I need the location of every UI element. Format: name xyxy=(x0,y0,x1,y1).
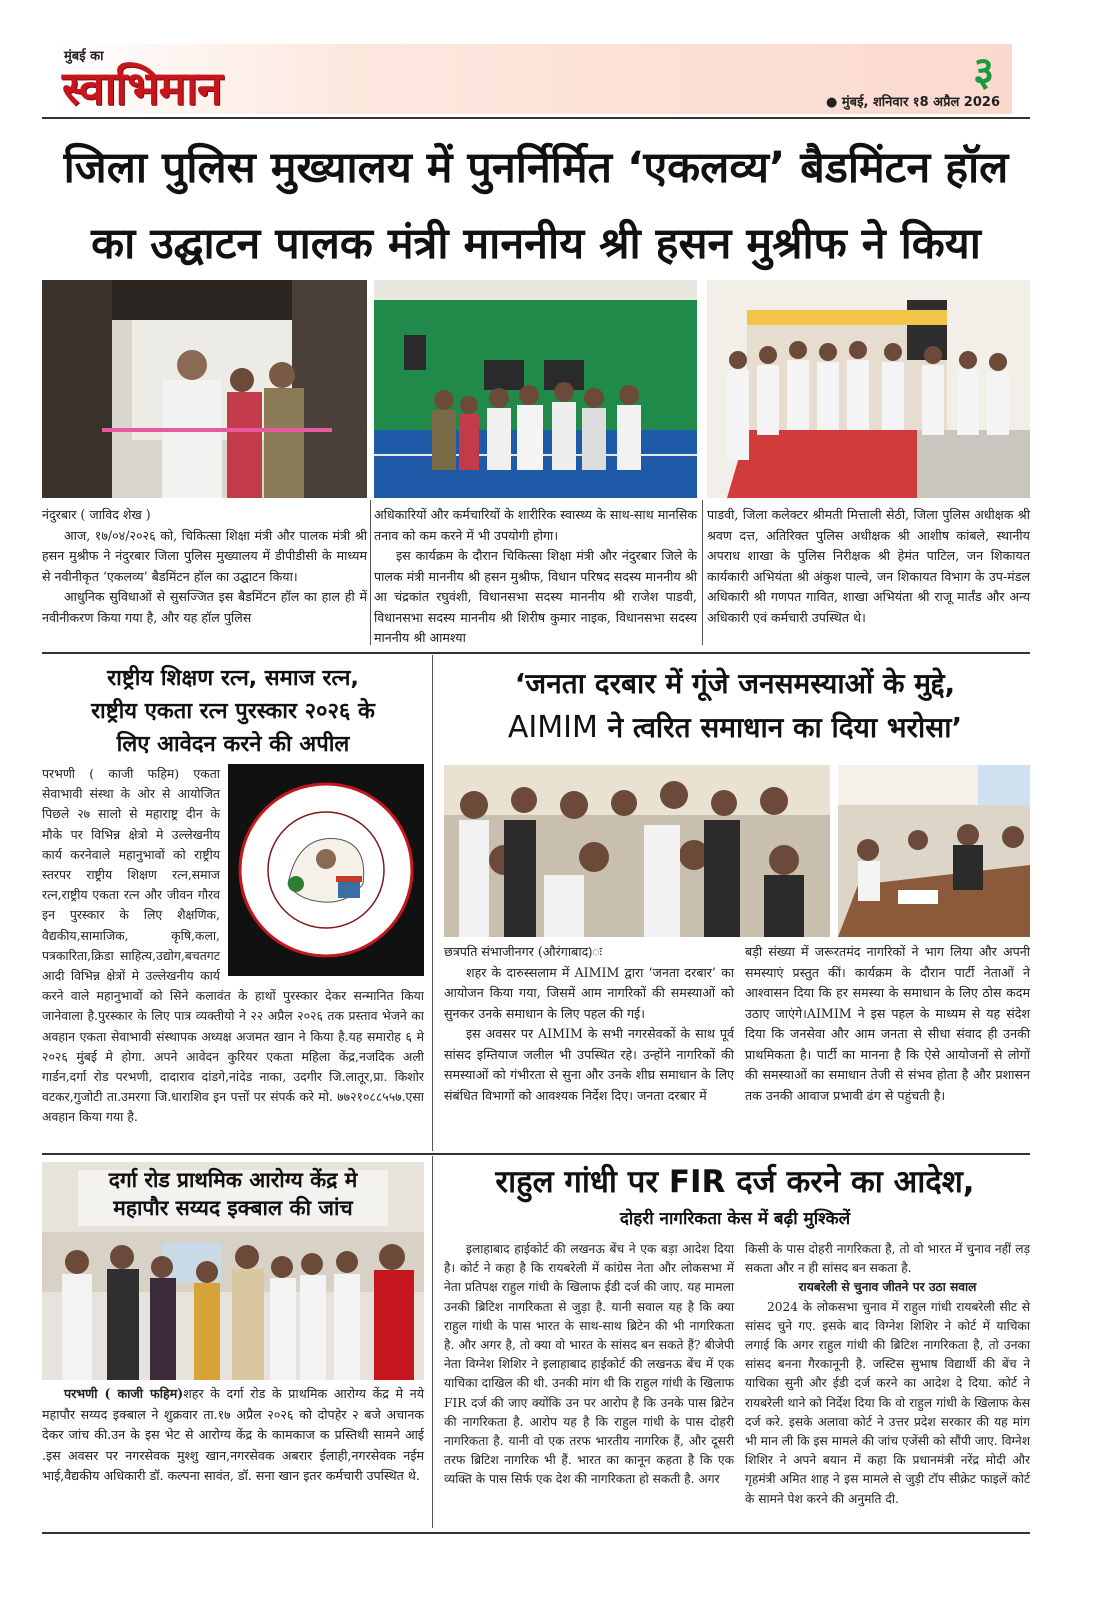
photo-dargah-health-centre xyxy=(42,1162,424,1380)
photo-dignitaries-steps xyxy=(707,280,1030,498)
rahul-column-1 xyxy=(444,1240,734,1525)
ekta-sanstha-logo xyxy=(228,764,424,976)
darbar-paragraph: शहर के दारुस्सलाम में AIMIM द्वारा ‘जनता दरबार’ का आयोजन किया गया, जिसमें आम नागरिकों की समस्याओं को सुनकर उनके समाधान के लिए पहल की गई। xyxy=(444,964,734,1021)
lead-column-3 xyxy=(707,505,1030,643)
lead-column-2 xyxy=(374,505,697,643)
darbar-column-1 xyxy=(444,942,734,1152)
lead-dateline: नंदुरबार ( जाविद शेख ) xyxy=(42,507,151,522)
darbar-paragraph: बड़ी संख्या में जरूरतमंद नागरिकों ने भाग लिया और अपनी समस्याएं प्रस्तुत कीं। कार्यक्रम के दौरान पार्टी नेताओं ने आश्वासन दिया कि हर समस्या के समाधान के लिए ठोस कदम उठाए जाएंगे।AIMIM ने इस पहल के माध्यम से यह संदेश दिया कि जनसेवा और आम जनता से सीधा संवाद ही उनकी प्राथमिकता है। पार्टी का मानना है कि ऐसे आयोजनों से लोगों की समस्याओं का समाधान तेजी से संभव होता है और प्रशासन तक उनकी आवाज प्रभावी ढंग से पहुंचती है। xyxy=(745,944,1030,1103)
rahul-headline: राहुल गांधी पर FIR दर्ज करने का आदेश, xyxy=(495,1164,975,1200)
darbar-dateline: छत्रपति संभाजीनगर (औरंगाबाद)ः xyxy=(444,944,603,959)
rahul-subhead: दोहरी नागरिकता केस में बढ़ी मुश्किलें xyxy=(619,1209,851,1229)
rahul-column-2 xyxy=(745,1240,1030,1525)
darbar-paragraph: इस अवसर पर AIMIM के सभी नगरसेवकों के साथ पूर्व सांसद इम्तियाज जलील भी उपस्थित रहे। उन्होंने नागरिकों की समस्याओं को गंभीरता से सुना और उनके शीघ्र समाधान के लिए संबंधित विभागों को आवश्यक निर्देश दिए। जनता दरबार में xyxy=(444,1026,734,1103)
masthead-kicker: मुंबई का xyxy=(64,49,104,64)
dargah-headline-overlay xyxy=(42,1166,424,1222)
photo-janata-darbar-crowd xyxy=(444,765,830,937)
lead-paragraph: आज, १७/०४/२०२६ को, चिकित्सा शिक्षा मंत्री और पालक मंत्री श्री हसन मुश्रीफ ने नंदुरबार जिला पुलिस मुख्यालय में डीपीडीसी के माध्यम से नवीनीकृत ‘एकलव्य’ बैडमिंटन हॉल का उद्घाटन किया। xyxy=(42,527,367,584)
darbar-headline xyxy=(440,662,1030,750)
photo-badminton-court xyxy=(374,280,697,498)
darbar-headline-line2 xyxy=(440,706,1030,750)
column-divider xyxy=(432,1156,433,1528)
lead-paragraph: इस कार्यक्रम के दौरान चिकित्सा शिक्षा मंत्री और नंदुरबार जिले के पालक मंत्री माननीय श्री हसन मुश्रीफ, विधान परिषद सदस्य माननीय श्री आ चंद्रकांत रघुवंशी, विधानसभा सदस्य माननीय श्री राजेश पाडवी, विधानसभा सदस्य माननीय श्री शिरीष कुमार नाइक, विधानसभा सदस्य माननीय श्री आमश्या xyxy=(374,548,697,645)
dargah-body xyxy=(42,1384,424,1514)
section-rule xyxy=(42,1153,1030,1155)
award-headline-line1: राष्ट्रीय शिक्षण रत्न, समाज रत्न, xyxy=(107,666,359,691)
photo-janata-darbar-desk xyxy=(838,765,1030,937)
lead-paragraph: आधुनिक सुविधाओं से सुसज्जित इस बैडमिंटन हॉल का हाल ही में नवीनीकरण किया गया है, और यह हॉल पुलिस xyxy=(42,589,367,625)
darbar-column-2 xyxy=(745,942,1030,1152)
lead-paragraph: पाडवी, जिला कलेक्टर श्रीमती मित्ताली सेठी, जिला पुलिस अधीक्षक श्री श्रवण दत्त, अतिरिक्त पुलिस अधीक्षक श्री आशीष कांबले, स्थानीय अपराध शाखा के पुलिस निरीक्षक श्री हेमंत पाटिल, जन शिकायत कार्यकारी अभियंता श्री अंकुश पाल्वे, जन शिकायत विभाग के उप-मंडल अधिकारी श्री गणपत गावित, शाखा अभियंता श्री राजू मार्तंड और अन्य अधिकारी एवं कर्मचारी उपस्थित थे। xyxy=(707,507,1030,625)
page-number: ३ xyxy=(973,49,994,95)
award-headline xyxy=(42,662,424,761)
lead-column-1 xyxy=(42,505,367,643)
masthead-logo: स्वाभिमान xyxy=(62,61,222,115)
lead-headline-line1: जिला पुलिस मुख्यालय में पुनर्निर्मित ‘एकलव्य’ बैडमिंटन हॉल xyxy=(63,143,1009,193)
rahul-paragraph: 2024 के लोकसभा चुनाव में राहुल गांधी रायबरेली सीट से सांसद चुने गए. इसके बाद विग्नेश शिशिर ने कोर्ट में याचिका लगाई कि अगर राहुल गांधी की ब्रिटिश नागरिकता है, तो उनका सांसद बनना गैरकानूनी है. जस्टिस सुभाष विद्यार्थी की बेंच ने याचिका सुनी और ईडी दर्ज करने का आदेश दे दिया. कोर्ट ने रायबरेली थाने को निर्देश दिया कि वो राहुल गांधी के खिलाफ केस दर्ज करे. इसके अलावा कोर्ट ने उत्तर प्रदेश सरकार की यह मांग भी मान ली कि इस मामले की जांच एजेंसी को सौंपी जाए. विग्नेश शिशिर ने अपने बयान में कहा कि प्रधानमंत्री नरेंद्र मोदी और गृहमंत्री अमित शाह ने इस मामले से जुड़ी टॉप सीक्रेट फाइलें कोर्ट के सामने पेश करने की अनुमति दी. xyxy=(745,1299,1030,1506)
rahul-paragraph: इलाहाबाद हाईकोर्ट की लखनऊ बेंच ने एक बड़ा आदेश दिया है। कोर्ट ने कहा है कि रायबरेली में कांग्रेस नेता और लोकसभा में नेता प्रतिपक्ष राहुल गांधी के खिलाफ ईडी दर्ज की जाए. यह मामला उनकी ब्रिटिश नागरिकता से जुड़ा है. यानी सवाल यह है कि क्या राहुल गांधी के पास भारत के साथ-साथ ब्रिटेन की भी नागरिकता है. और अगर है, तो क्या वो भारत के सांसद बन सकते हैं? बीजेपी नेता विग्नेश शिशिर ने इलाहाबाद हाईकोर्ट की लखनऊ बेंच में एक याचिका दाखिल की थी. उनकी मांग थी कि राहुल गांधी के खिलाफ FIR दर्ज की जाए क्योंकि उन पर आरोप है कि उनके पास ब्रिटेन की नागरिकता है. आरोप यह है कि राहुल गांधी के पास दोहरी नागरिकता है. यानी वो एक तरफ भारतीय नागरिक हैं, और दूसरी तरफ ब्रिटिश नागरिक भी हैं. भारत का कानून कहता है कि एक व्यक्ति के पास सिर्फ एक देश की नागरिकता हो सकती है. अगर xyxy=(444,1242,734,1487)
dargah-paragraph: शहर के दर्गा रोड के प्राथमिक आरोग्य केंद्र मे नये महापौर सय्यद इक्बाल ने शुक्रवार ता.१७ अप्रैल २०२६ को दोपहेर २ बजे अचानक देकर जांच की.उन के इस भेट से आरोग्य केंद्र के कामकाज क प्रस्तिथी सामने आई .इस अवसर पर नगरसेवक मुश्शु खान,नगरसेवक अबरार ईलाही,नगरसेवक नईम भाई,वैद्यकीय अधिकारी डॉ. कल्पना सावंत, डॉ. सना खान इतर कर्मचारी उपस्थित थे. xyxy=(42,1386,425,1483)
darbar-headline-line2-rest: ने त्वरित समाधान का दिया भरोसा’ xyxy=(597,711,963,744)
masthead-rule xyxy=(42,117,1030,119)
dargah-headline-line1: दर्गा रोड प्राथमिक आरोग्य केंद्र मे xyxy=(108,1168,358,1192)
rahul-subheading: रायबरेली से चुनाव जीतने पर उठा सवाल xyxy=(798,1280,977,1295)
dargah-headline-line2: महापौर सय्यद इक्बाल की जांच xyxy=(113,1196,353,1220)
section-rule xyxy=(42,652,1030,654)
dateline: ● मुंबई, शनिवार १8 अप्रैल 2026 xyxy=(826,95,1000,110)
aimim-brand: AIMIM xyxy=(507,710,598,745)
photo-ribbon-cutting xyxy=(42,280,367,498)
masthead xyxy=(52,44,1012,114)
dargah-dateline: परभणी ( काजी फहिम) xyxy=(64,1386,184,1401)
award-headline-line3: लिए आवेदन करने की अपील xyxy=(116,732,350,757)
rahul-paragraph: किसी के पास दोहरी नागरिकता है, तो वो भारत में चुनाव नहीं लड़ सकता और न ही सांसद बन सकता है. xyxy=(745,1242,1030,1276)
award-paragraph: परभणी ( काजी फहिम) एकता सेवाभावी संस्था के ओर से आयोजित पिछले २७ सालो से महाराष्ट्र दीन के मौके पर विभिन्न क्षेत्रो मे उल्लेखनीय कार्य करनेवाले महानुभावों को राष्ट्रीय स्तरपर राष्ट्रीय शिक्षण रत्न,समाज रत्न,राष्ट्रीय एकता रत्न और जीवन गौरव इन पुरस्कार के लिए शैक्षणिक, वैद्यकीय,सामाजिक, कृषि,कला, पत्रकारिता,क्रिडा साहित्य,उद्योग,बचतगट आदी विभिन्न क्षेत्रों मे उल्लेखनीय कार्य करने वाले महानुभावों को सिने कलावंत के हाथों पुरस्कार देकर सन्मानित किया जानेवाला है.पुरस्कार के लिए पात्र व्यक्तीयो ने २२ अप्रैल २०२६ तक प्रस्ताव भेजने का अवहान एकता सेवाभावी संस्थापक अध्यक्ष अजमत खान ने किया है.यह समारोह ६ मे २०२६ मुंबई मे होगा. अपने आवेदन कुरियर एकता महिला केंद्र,नजदिक अली गार्डन,दर्गा रोड परभणी, दादाराव दांडगे,नांदेड नाका, उदगीर जि.लातूर,प्रा. किशोर वटकर,गुजोटी ता.उमरगा जि.धाराशिव इन पत्तों पर संपर्क करे मो. ७७२१०८८५५७.एसा अवहान किया गया है. xyxy=(42,766,424,1125)
column-divider xyxy=(432,655,433,1151)
lead-headline-line2: का उद्घाटन पालक मंत्री माननीय श्री हसन मुश्रीफ ने किया xyxy=(91,219,981,269)
footer-rule xyxy=(42,1532,1030,1534)
award-headline-line2: राष्ट्रीय एकता रत्न पुरस्कार २०२६ के xyxy=(91,699,375,724)
column-divider xyxy=(370,500,371,645)
lead-paragraph: अधिकारियों और कर्मचारियों के शारीरिक स्वास्थ्य के साथ-साथ मानसिक तनाव को कम करने में भी उपयोगी होगा। xyxy=(374,507,697,543)
column-divider xyxy=(702,500,703,645)
darbar-headline-line1: ‘जनता दरबार में गूंजे जनसमस्याओं के मुद्दे, xyxy=(514,667,956,700)
award-body xyxy=(42,764,424,1150)
